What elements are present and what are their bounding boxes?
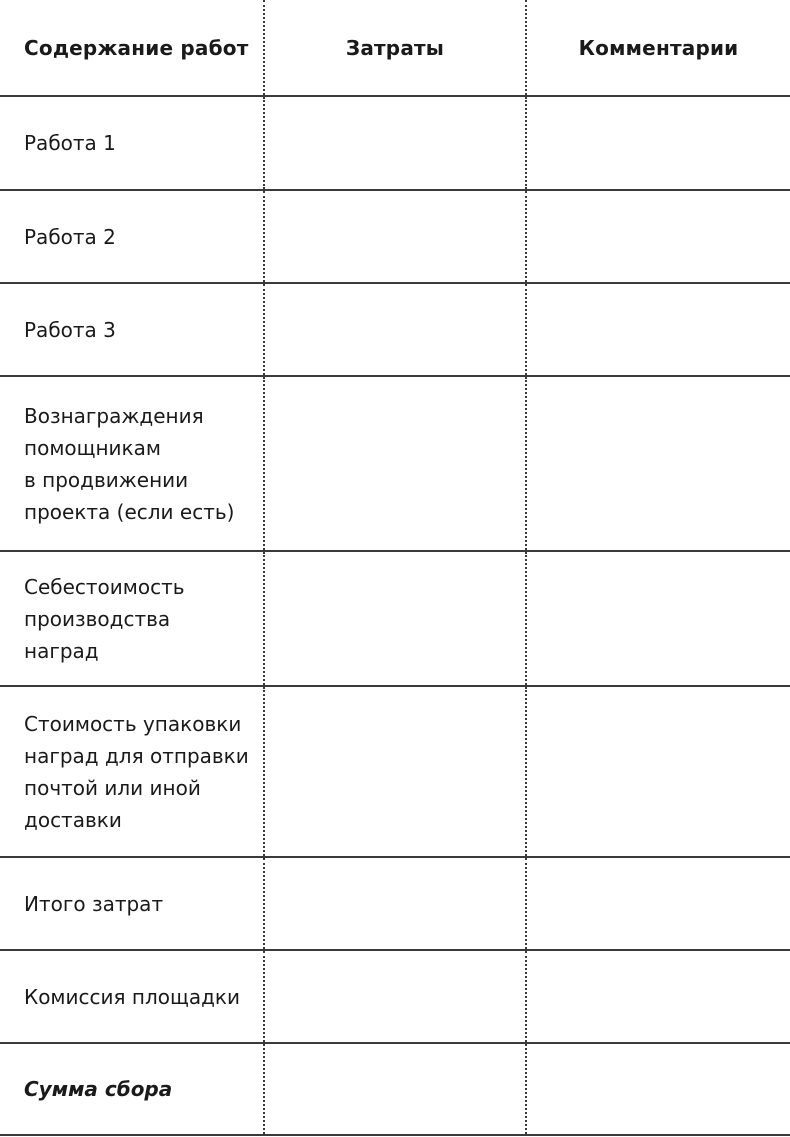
comments-cell[interactable] bbox=[526, 857, 790, 950]
row-label-line: Работа 1 bbox=[24, 131, 116, 155]
table-row bbox=[0, 96, 790, 190]
costs-cell[interactable] bbox=[264, 551, 526, 686]
comments-cell[interactable] bbox=[526, 190, 790, 283]
row-label-line: наград для отправки bbox=[24, 743, 249, 768]
row-label-line: наград bbox=[24, 638, 99, 663]
row-label-line: проекта (если есть) bbox=[24, 499, 235, 524]
row-label-line: доставки bbox=[24, 807, 122, 832]
row-label-packaging-cost bbox=[0, 686, 264, 857]
row-label-line: Стоимость упаковки bbox=[24, 711, 242, 736]
row-label-line: Работа 2 bbox=[24, 224, 116, 249]
comments-cell[interactable] bbox=[526, 686, 790, 857]
row-label-work-1 bbox=[0, 96, 264, 190]
costs-cell[interactable] bbox=[264, 376, 526, 551]
comments-cell[interactable] bbox=[526, 551, 790, 686]
table-row bbox=[0, 1043, 790, 1135]
row-label-work-2 bbox=[0, 190, 264, 283]
table-row bbox=[0, 686, 790, 857]
header-comments: Комментарии bbox=[526, 0, 790, 96]
comments-cell[interactable] bbox=[526, 950, 790, 1043]
comments-cell[interactable] bbox=[526, 96, 790, 190]
row-label-line: почтой или иной bbox=[24, 775, 201, 800]
costs-cell[interactable] bbox=[264, 857, 526, 950]
table-row bbox=[0, 376, 790, 551]
row-label-platform-fee bbox=[0, 950, 264, 1043]
table-row bbox=[0, 190, 790, 283]
row-label-line: помощникам bbox=[24, 435, 161, 460]
comments-cell[interactable] bbox=[526, 283, 790, 376]
row-label-fundraising-sum bbox=[0, 1043, 264, 1135]
comments-cell[interactable] bbox=[526, 376, 790, 551]
costs-cell[interactable] bbox=[264, 950, 526, 1043]
row-label-line: Работа 3 bbox=[24, 317, 116, 342]
header-row bbox=[0, 0, 790, 96]
table-row bbox=[0, 857, 790, 950]
row-label-line: Комиссия площадки bbox=[24, 984, 240, 1009]
row-label-reward-production-cost bbox=[0, 551, 264, 686]
costs-cell[interactable] bbox=[264, 96, 526, 190]
row-label-work-3 bbox=[0, 283, 264, 376]
row-label-line: в продвижении bbox=[24, 467, 189, 492]
row-label-total-costs bbox=[0, 857, 264, 950]
table-row bbox=[0, 283, 790, 376]
table-row bbox=[0, 950, 790, 1043]
row-label-line: Вознаграждения bbox=[24, 403, 204, 428]
header-costs: Затраты bbox=[264, 0, 526, 96]
costs-cell[interactable] bbox=[264, 686, 526, 857]
row-label-helper-rewards bbox=[0, 376, 264, 551]
costs-cell[interactable] bbox=[264, 190, 526, 283]
row-label-line: производства bbox=[24, 606, 171, 631]
row-label-line: Себестоимость bbox=[24, 574, 185, 599]
header-work-content: Содержание работ bbox=[0, 0, 264, 96]
costs-cell[interactable] bbox=[264, 283, 526, 376]
row-label-line: Сумма сбора bbox=[24, 1077, 173, 1101]
table-row bbox=[0, 551, 790, 686]
row-label-line: Итого затрат bbox=[24, 891, 164, 916]
costs-cell[interactable] bbox=[264, 1043, 526, 1135]
comments-cell[interactable] bbox=[526, 1043, 790, 1135]
